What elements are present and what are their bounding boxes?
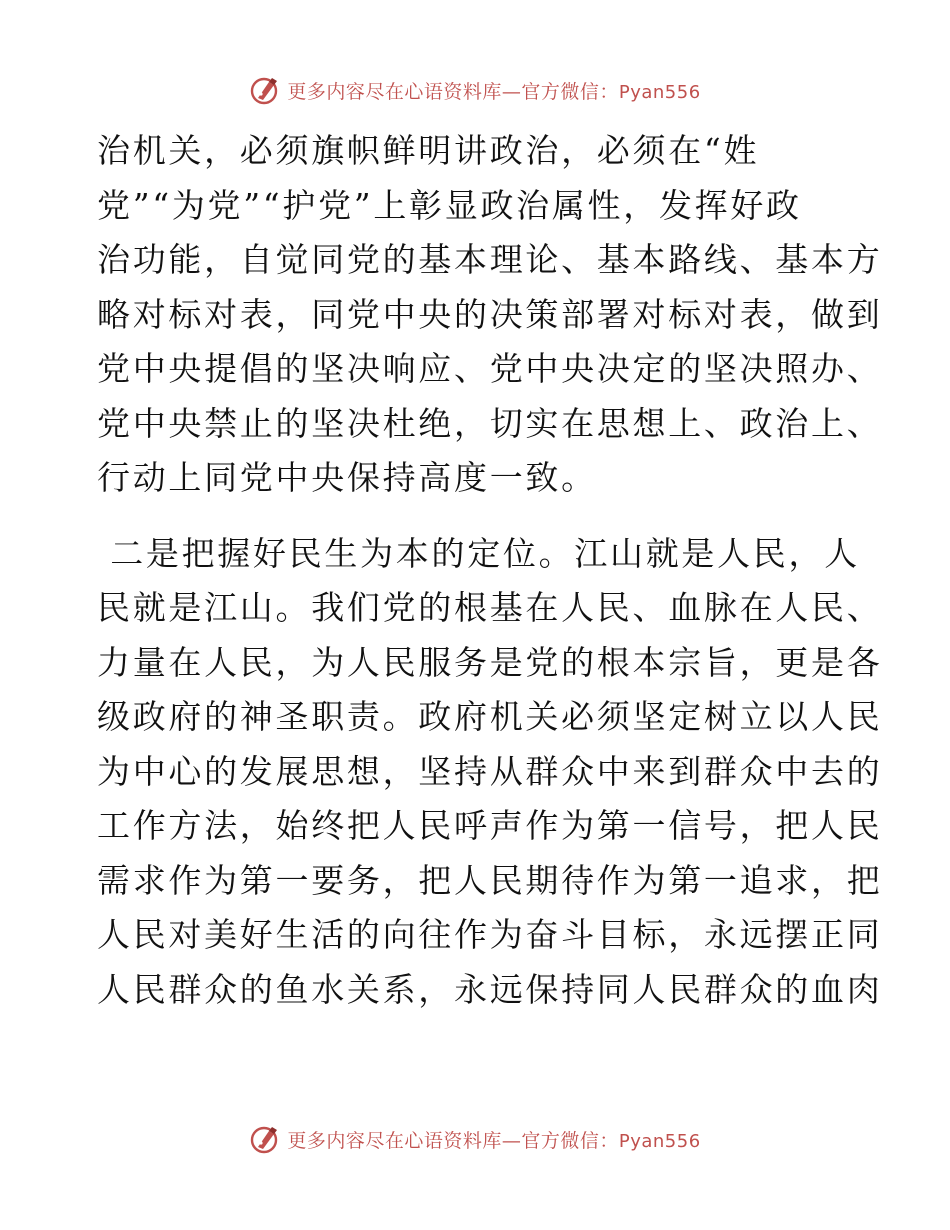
text-line: 级政府的神圣职责。政府机关必须坚定树立以人民 [97,697,883,736]
fountain-pen-seal-icon [249,74,281,106]
text-line: 治机关，必须旗帜鲜明讲政治，必须在“姓 [97,131,760,170]
watermark-wechat-id: Pyan556 [618,1130,701,1152]
document-body [97,124,883,1017]
text-line: 力量在人民，为人民服务是党的根本宗旨，更是各 [97,642,883,682]
header-watermark [0,68,950,112]
watermark-text [287,1126,700,1153]
text-line: 为中心的发展思想，坚持从群众中来到群众中去的 [97,751,883,791]
fountain-pen-seal-icon [249,1123,281,1155]
text-line: 工作方法，始终把人民呼声作为第一信号，把人民 [97,806,883,845]
text-line: 略对标对表，同党中央的决策部署对标对表，做到 [97,294,883,334]
text-line: 党”“为党”“护党”上彰显政治属性，发挥好政 [97,185,802,225]
paragraph-1 [97,124,883,506]
watermark-wechat-id: Pyan556 [618,81,701,103]
text-line: 治功能，自觉同党的基本理论、基本路线、基本方 [97,240,883,279]
watermark-text [287,77,700,104]
text-line: 民就是江山。我们党的根基在人民、血脉在人民、 [97,588,883,627]
text-line: 党中央禁止的坚决杜绝，切实在思想上、政治上、 [97,403,883,443]
text-line: 人民对美好生活的向往作为奋斗目标，永远摆正同 [97,915,883,954]
text-line: 需求作为第一要务，把人民期待作为第一追求，把 [97,860,883,900]
text-line: 党中央提倡的坚决响应、党中央决定的坚决照办、 [97,349,883,388]
text-line: 行动上同党中央保持高度一致。 [97,458,597,497]
watermark-label: 更多内容尽在心语资料库—官方微信： [287,80,619,103]
footer-watermark [0,1117,950,1161]
paragraph-2 [97,527,883,1018]
text-line: 人民群众的鱼水关系，永远保持同人民群众的血肉 [97,969,883,1009]
watermark-label: 更多内容尽在心语资料库—官方微信： [287,1129,619,1152]
text-line: 二是把握好民生为本的定位。江山就是人民，人 [97,533,860,573]
